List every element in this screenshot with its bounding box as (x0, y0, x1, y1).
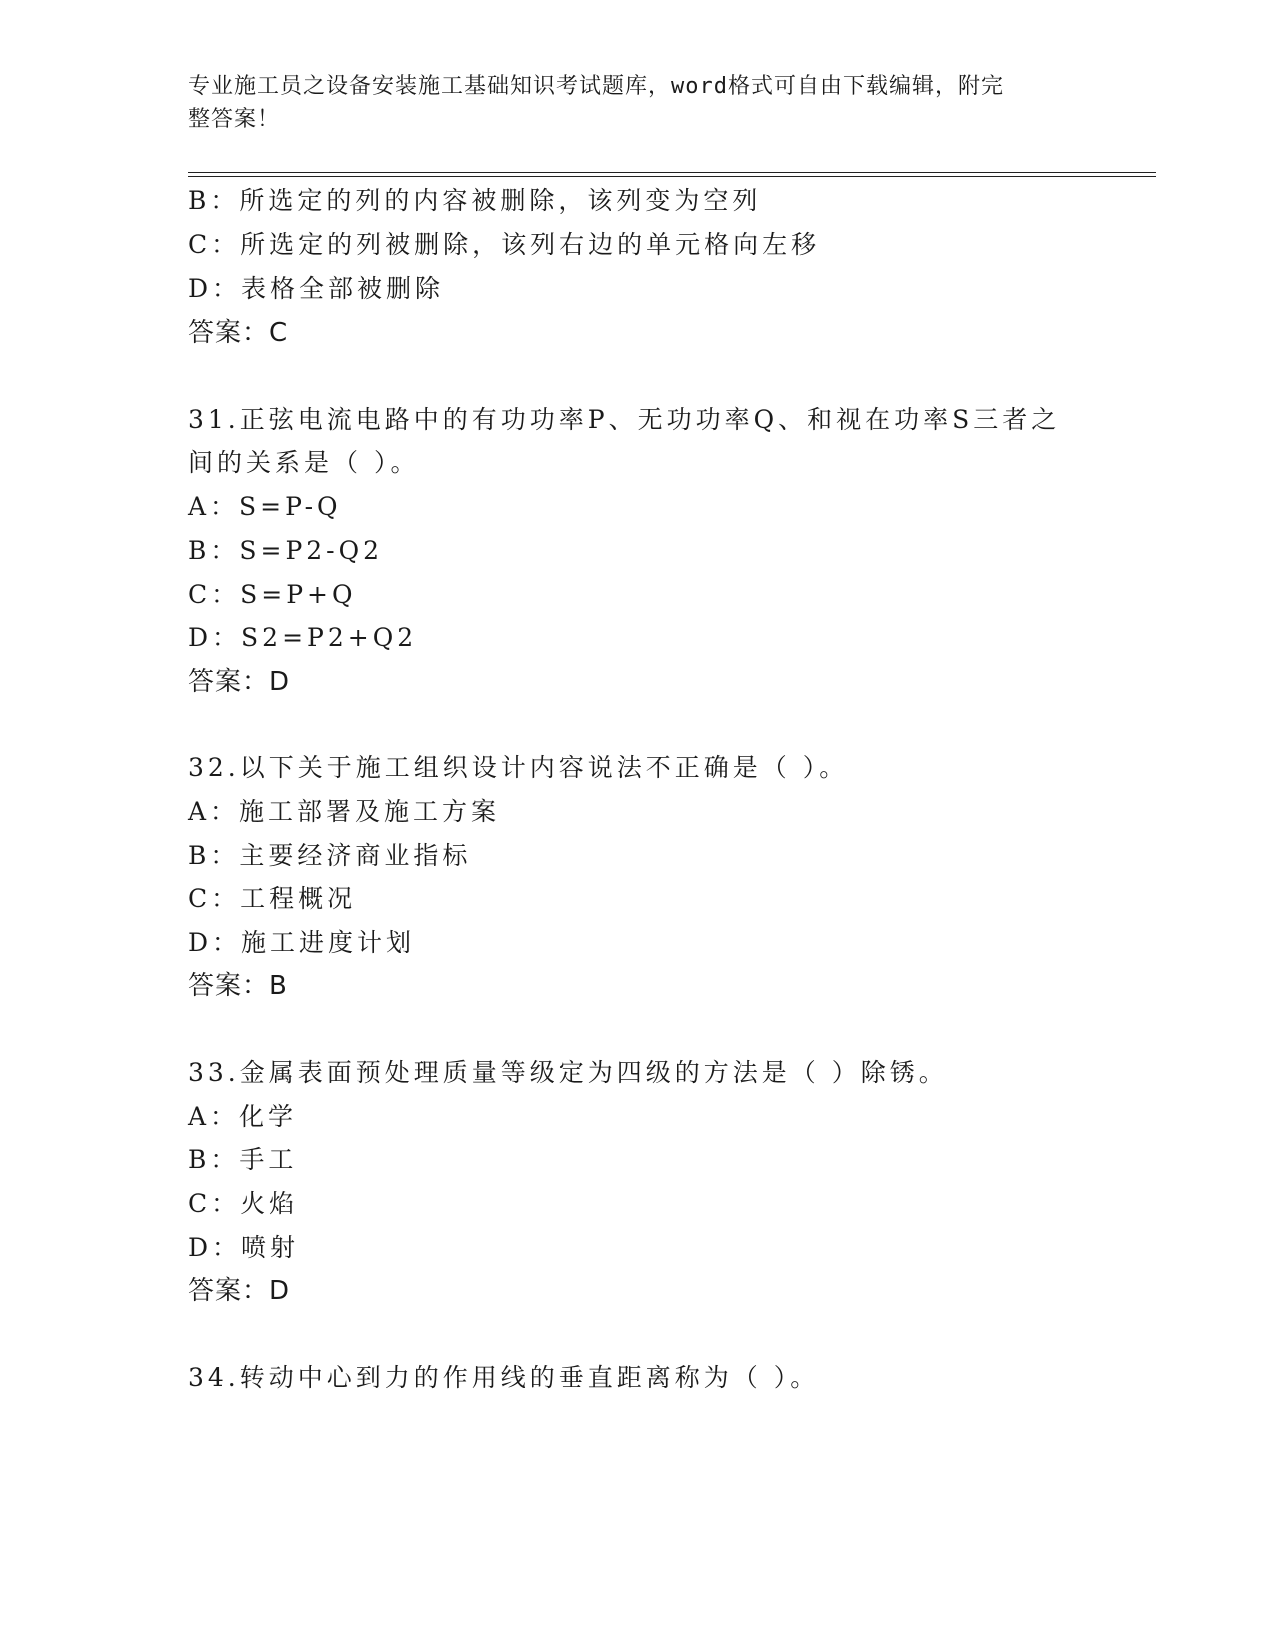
q33-option-d: D：喷射 (188, 1233, 300, 1262)
q31-stem-line-1: 31.正弦电流电路中的有功功率P、无功功率Q、和视在功率S三者之 (188, 405, 1061, 434)
q31-option-a: A：S=P-Q (188, 492, 342, 521)
header-rule-bottom (188, 176, 1156, 177)
q31-stem-line-2: 间的关系是（ ）。 (188, 448, 420, 477)
q34-stem: 34.转动中心到力的作用线的垂直距离称为（ ）。 (188, 1363, 820, 1392)
q32-option-b: B：主要经济商业指标 (188, 841, 472, 870)
prev-answer: 答案：C (188, 318, 289, 348)
prev-option-c: C：所选定的列被删除，该列右边的单元格向左移 (188, 230, 821, 259)
prev-option-b: B：所选定的列的内容被删除，该列变为空列 (188, 186, 762, 215)
document-header (188, 70, 1068, 136)
q32-option-d: D：施工进度计划 (188, 928, 416, 957)
header-line-1: 专业施工员之设备安装施工基础知识考试题库，word格式可自由下载编辑，附完 (188, 74, 1004, 99)
header-rule-top (188, 172, 1156, 173)
q31-answer: 答案：D (188, 667, 291, 697)
q31-option-d: D：S2=P2+Q2 (188, 623, 418, 652)
q32-option-a: A：施工部署及施工方案 (188, 797, 501, 826)
q33-option-a: A：化学 (188, 1102, 298, 1131)
q31-option-b: B：S=P2-Q2 (188, 536, 384, 565)
q31-option-c: C：S=P+Q (188, 580, 357, 609)
q32-answer: 答案：B (188, 971, 288, 1001)
q32-stem: 32.以下关于施工组织设计内容说法不正确是（ ）。 (188, 753, 849, 782)
q33-answer: 答案：D (188, 1276, 291, 1306)
q33-option-c: C：火焰 (188, 1189, 299, 1218)
prev-option-d: D：表格全部被删除 (188, 274, 445, 303)
q32-option-c: C：工程概况 (188, 884, 357, 913)
q33-option-b: B：手工 (188, 1145, 298, 1174)
q33-stem: 33.金属表面预处理质量等级定为四级的方法是（ ）除锈。 (188, 1058, 948, 1087)
header-line-2: 整答案！ (188, 107, 281, 132)
